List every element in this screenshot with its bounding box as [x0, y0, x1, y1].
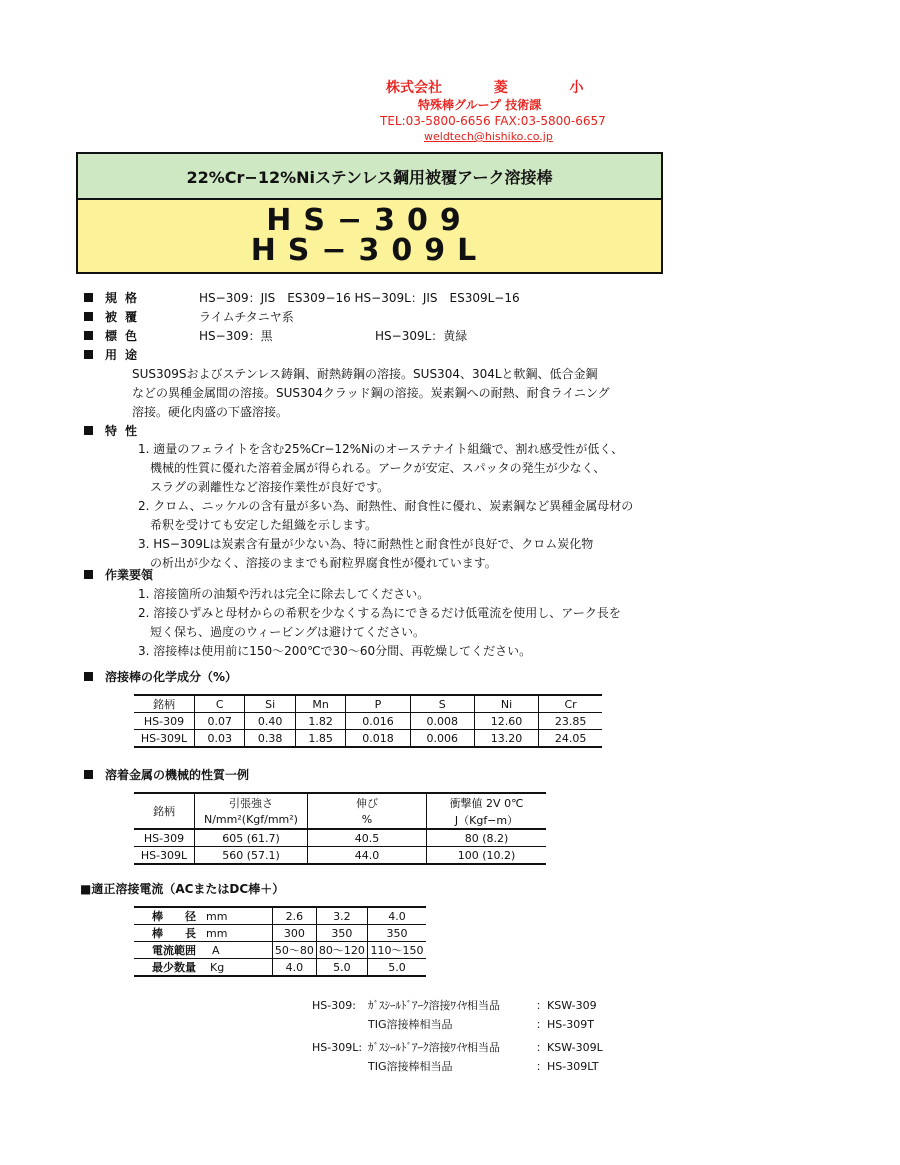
bullet-square-icon: [84, 331, 93, 340]
bullet-square-icon: [84, 570, 93, 579]
equivalent-line: TIG溶接棒相当品 ：HS-309T: [368, 1018, 594, 1031]
features-list: [138, 440, 633, 573]
table-header-row: 銘柄 C Si Mn P S Ni Cr: [134, 695, 602, 713]
company-name: [386, 80, 606, 97]
table-row: HS-309 0.07 0.40 1.82 0.016 0.008 12.60 23.85: [134, 713, 602, 730]
mech-table: [134, 792, 546, 865]
spec-value: HS−309：黒: [199, 329, 273, 343]
usage-line: SUS309Sおよびステンレス鋳鋼、耐熱鋳鋼の溶接。SUS304、304Lと軟鋼、低合金鋼: [132, 367, 598, 381]
bullet-square-icon: [84, 426, 93, 435]
spec-label: 被覆: [105, 310, 146, 324]
feature-line: 機械的性質に優れた溶着金属が得られる。アークが安定、スパッタの発生が少なく、: [138, 461, 606, 475]
equivalents: [312, 996, 603, 1076]
spec-label: 用途: [105, 348, 146, 362]
work-line: 短く保ち、過度のウィービングは避けてください。: [138, 625, 426, 639]
table-row: 電流範囲 A 50〜80 80〜120 110〜150: [134, 942, 426, 959]
table-row: 最少数量 Kg 4.0 5.0 5.0: [134, 959, 426, 977]
table-row: HS-309 605 (61.7) 40.5 80 (8.2): [134, 829, 546, 847]
usage-line: 溶接。硬化肉盛の下盛溶接。: [132, 405, 289, 419]
spec-coating: [84, 308, 294, 327]
features-heading: 特性: [84, 422, 179, 441]
feature-line: 1. 適量のフェライトを含む25%Cr−12%Niのオーステナイト組織で、割れ感受性が低く、: [138, 442, 624, 456]
work-line: 1. 溶接箇所の油類や汚れは完全に除去してください。: [138, 587, 430, 601]
spec-value: ライムチタニヤ系: [199, 310, 294, 324]
table-row: 棒 長 mm 300 350 350: [134, 925, 426, 942]
table-header-row: 銘柄 引張強さ 伸び 衝撃値 2V 0℃: [134, 793, 546, 811]
model-309: HS−309: [266, 203, 473, 238]
current-table: [134, 906, 426, 977]
title-box: [76, 152, 663, 274]
table-row: HS-309L 0.03 0.38 1.85 0.018 0.006 13.20 24.05: [134, 730, 602, 748]
spec-label: 標色: [105, 329, 146, 343]
table-row: 棒 径 mm 2.6 3.2 4.0: [134, 907, 426, 925]
product-subtitle: 22%Cr−12%Niステンレス鋼用被覆アーク溶接棒: [78, 154, 661, 200]
company-name-mid: 菱: [493, 80, 508, 96]
work-heading: 作業要領: [84, 566, 153, 585]
company-name-last: 小: [569, 80, 584, 96]
usage-text: [132, 365, 610, 422]
spec-value-2: HS−309L：黄緑: [375, 329, 468, 343]
bullet-square-icon: [84, 293, 93, 302]
company-header: [380, 80, 606, 145]
product-models: [78, 200, 661, 272]
feature-line: 2. クロム、ニッケルの含有量が多い為、耐熱性、耐食性に優れ、炭素鋼など異種金属母材の: [138, 499, 634, 513]
feature-line: の析出が少なく、溶接のままでも耐粒界腐食性が優れています。: [138, 556, 497, 570]
feature-line: 3. HS−309Lは炭素含有量が少ない為、特に耐熱性と耐食性が良好で、クロム炭化物: [138, 537, 594, 551]
table-row: HS-309L 560 (57.1) 44.0 100 (10.2): [134, 847, 546, 865]
company-dept: 特殊棒グループ 技術課: [418, 98, 542, 112]
mech-heading: 溶着金属の機械的性質一例: [84, 766, 249, 785]
equivalent-line: HS-309L: ｶﾞｽｼｰﾙﾄﾞｱｰｸ溶接ﾜｲﾔ相当品 ：KSW-309L: [312, 1041, 603, 1054]
table-header-row: N/mm²(Kgf/mm²) % J（Kgf−m）: [134, 811, 546, 829]
chem-heading: 溶接棒の化学成分（%）: [84, 668, 237, 687]
feature-line: スラグの剥離性など溶接作業性が良好です。: [138, 480, 390, 494]
usage-line: などの異種金属間の溶接。SUS304クラッド鋼の溶接。炭素鋼への耐熱、耐食ライニング: [132, 386, 610, 400]
feature-line: 希釈を受けても安定した組織を示します。: [138, 518, 378, 532]
company-tel: TEL:03-5800-6656 FAX:03-5800-6657: [380, 114, 606, 128]
spec-label: 規格: [105, 291, 146, 305]
work-line: 3. 溶接棒は使用前に150〜200℃で30〜60分間、再乾燥してください。: [138, 644, 532, 658]
work-line: 2. 溶接ひずみと母材からの希釈を少なくする為にできるだけ低電流を使用し、アーク長を: [138, 606, 621, 620]
model-309l: HS−309L: [250, 233, 489, 268]
current-heading: ■適正溶接電流（ACまたはDC棒＋）: [80, 882, 285, 896]
equivalent-line: TIG溶接棒相当品 ：HS-309LT: [368, 1060, 599, 1073]
company-email-link[interactable]: weldtech@hishiko.co.jp: [424, 130, 553, 143]
company-name-prefix: 株式会社: [386, 80, 442, 96]
equivalent-line: HS-309: ｶﾞｽｼｰﾙﾄﾞｱｰｸ溶接ﾜｲﾔ相当品 ：KSW-309: [312, 999, 597, 1012]
spec-color: [84, 327, 467, 346]
spec-usage: [84, 346, 179, 365]
bullet-square-icon: [84, 312, 93, 321]
bullet-square-icon: [84, 350, 93, 359]
chem-table: [134, 694, 602, 748]
bullet-square-icon: [84, 672, 93, 681]
bullet-square-icon: [84, 770, 93, 779]
work-list: [138, 585, 621, 661]
spec-value: HS−309：JIS ES309−16 HS−309L：JIS ES309L−16: [199, 291, 520, 305]
spec-standard: [84, 289, 520, 308]
